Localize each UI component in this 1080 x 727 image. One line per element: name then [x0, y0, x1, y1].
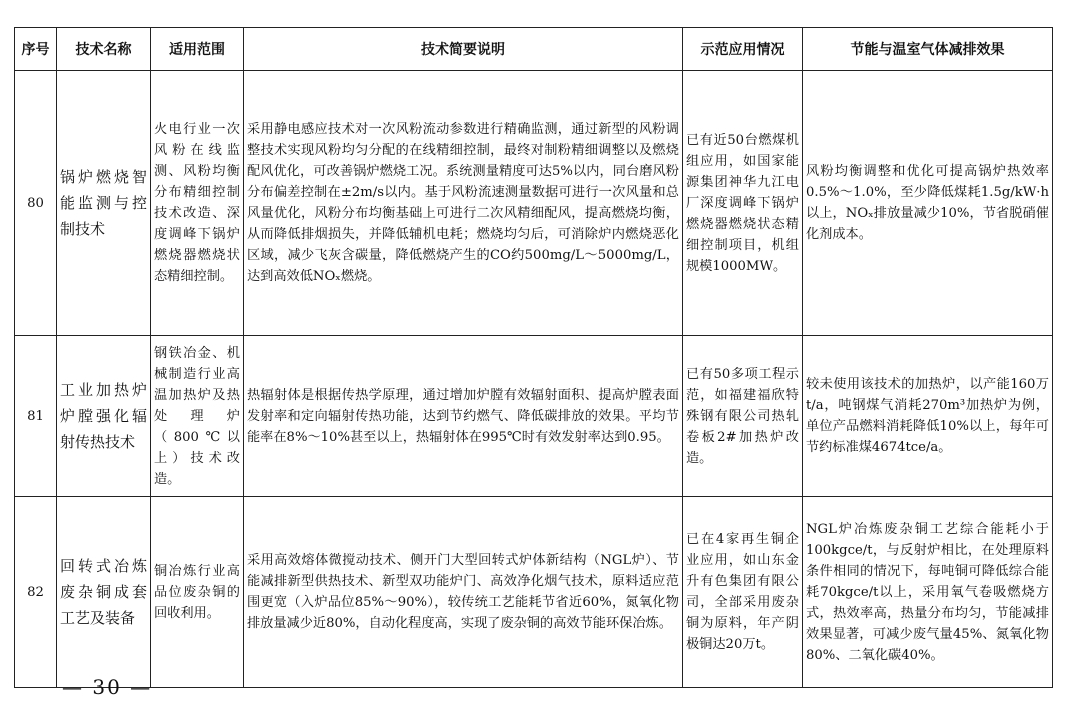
technology-table: [14, 27, 1053, 688]
cell-effect: 较未使用该技术的加热炉，以产能160万t/a，吨钢煤气消耗270m³加热炉为例，单位产品燃料消耗降低10%以上，每年可节约标准煤4674tce/a。: [803, 336, 1053, 497]
cell-tech-name: 回转式冶炼废杂铜成套工艺及装备: [57, 497, 151, 688]
cell-effect: NGL炉冶炼废杂铜工艺综合能耗小于100kgce/t，与反射炉相比，在处理原料条件相同的情况下，每吨铜可降低综合能耗70kgce/t以上，采用氧气卷吸燃烧方式，热效率高，热量分布均匀，节能减排效果显著，可减少废气量45%、氮氧化物80%、二氧化碳40%。: [803, 497, 1053, 688]
cell-demo: 已在4家再生铜企业应用，如山东金升有色集团有限公司，全部采用废杂铜为原料，年产阴极铜达20万t。: [683, 497, 803, 688]
header-effect: 节能与温室气体减排效果: [803, 28, 1053, 71]
cell-seq: 82: [15, 497, 57, 688]
cell-demo: 已有近50台燃煤机组应用，如国家能源集团神华九江电厂深度调峰下锅炉燃烧器燃烧状态精细控制项目，机组规模1000MW。: [683, 71, 803, 336]
table-row: [15, 71, 1053, 336]
table-header-row: [15, 28, 1053, 71]
cell-description: 采用静电感应技术对一次风粉流动参数进行精确监测，通过新型的风粉调整技术实现风粉均匀分配的在线精细控制，最终对制粉精细调整以及燃烧配风优化，可改善锅炉燃烧工况。系统测量精度可达5%以内，同台磨风粉分布偏差控制在±2m/s以内。基于风粉流速测量数据可进行一次风量和总风量优化，风粉分布均衡基础上可进行二次风精细配风，提高燃烧均衡，从而降低排烟损失，并降低辅机电耗；燃烧均匀后，可消除炉内燃烧恶化区域，减少飞灰含碳量，降低燃烧产生的CO约500mg/L～5000mg/L，达到高效低NOₓ燃烧。: [244, 71, 683, 336]
cell-scope: 铜冶炼行业高品位废杂铜的回收利用。: [151, 497, 244, 688]
header-description: 技术简要说明: [244, 28, 683, 71]
header-seq: 序号: [15, 28, 57, 71]
header-tech-name: 技术名称: [57, 28, 151, 71]
cell-effect: 风粉均衡调整和优化可提高锅炉热效率0.5%～1.0%，至少降低煤耗1.5g/kW·h以上，NOₓ排放量减少10%，节省脱硝催化剂成本。: [803, 71, 1053, 336]
cell-tech-name: 锅炉燃烧智能监测与控制技术: [57, 71, 151, 336]
table-row: [15, 497, 1053, 688]
page-number: — 30 —: [62, 675, 153, 699]
header-demo: 示范应用情况: [683, 28, 803, 71]
cell-demo: 已有50多项工程示范，如福建福欣特殊钢有限公司热轧卷板2#加热炉改造。: [683, 336, 803, 497]
table-row: [15, 336, 1053, 497]
header-scope: 适用范围: [151, 28, 244, 71]
cell-seq: 80: [15, 71, 57, 336]
cell-description: 热辐射体是根据传热学原理，通过增加炉膛有效辐射面积、提高炉膛表面发射率和定向辐射传热功能，达到节约燃气、降低碳排放的效果。平均节能率在8%～10%甚至以上，热辐射体在995℃时有效发射率达到0.95。: [244, 336, 683, 497]
cell-scope: 火电行业一次风粉在线监测、风粉均衡分布精细控制技术改造、深度调峰下锅炉燃烧器燃烧状态精细控制。: [151, 71, 244, 336]
cell-seq: 81: [15, 336, 57, 497]
cell-tech-name: 工业加热炉炉膛强化辐射传热技术: [57, 336, 151, 497]
cell-scope: 钢铁冶金、机械制造行业高温加热炉及热处理炉（800℃以上）技术改造。: [151, 336, 244, 497]
cell-description: 采用高效熔体微搅动技术、侧开门大型回转式炉体新结构（NGL炉）、节能减排新型供热技术、新型双功能炉门、高效净化烟气技术，原料适应范围更宽（入炉品位85%～90%），较传统工艺能耗节省近60%，氮氧化物排放量减少近80%，自动化程度高，实现了废杂铜的高效节能环保冶炼。: [244, 497, 683, 688]
